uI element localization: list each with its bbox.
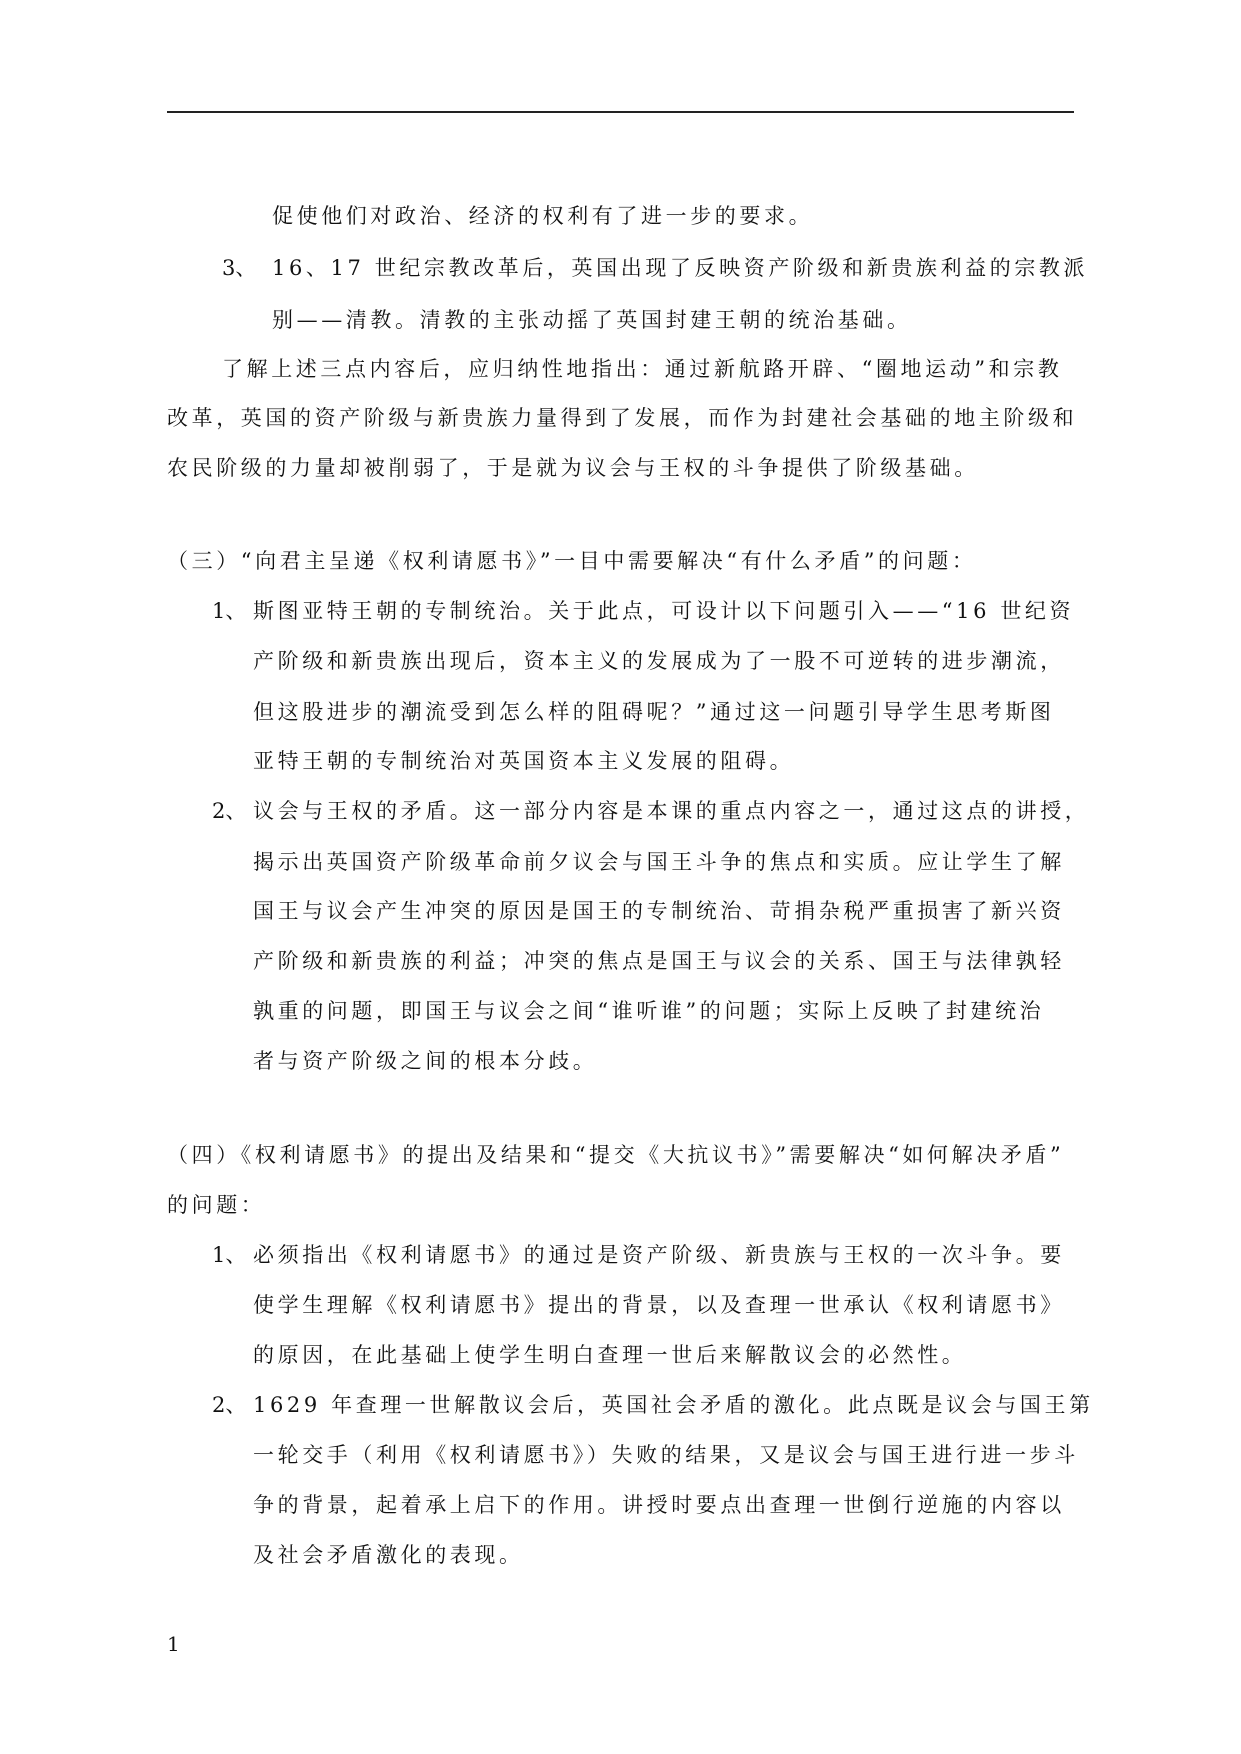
text-line: 国王与议会产生冲突的原因是国王的专制统治、苛捐杂税严重损害了新兴资 — [253, 899, 1065, 923]
item-number: 1、 — [212, 599, 247, 623]
text-line: 但这股进步的潮流受到怎么样的阻碍呢？”通过这一问题引导学生思考斯图 — [253, 700, 1055, 724]
text-line: 1629 年查理一世解散议会后，英国社会矛盾的激化。此点既是议会与国王第 — [253, 1393, 1094, 1417]
text-line: 及社会矛盾激化的表现。 — [253, 1543, 524, 1567]
text-line: 的问题： — [167, 1193, 266, 1217]
section-heading-3: （三）“向君主呈递《权利请愿书》”一目中需要解决“有什么矛盾”的问题： — [167, 549, 977, 573]
text-line: 斯图亚特王朝的专制统治。关于此点，可设计以下问题引入——“16 世纪资 — [253, 599, 1075, 623]
text-line: 亚特王朝的专制统治对英国资本主义发展的阻碍。 — [253, 749, 795, 773]
section-heading-4: （四）《权利请愿书》的提出及结果和“提交《大抗议书》”需要解决“如何解决矛盾” — [167, 1143, 1065, 1167]
text-line: 必须指出《权利请愿书》的通过是资产阶级、新贵族与王权的一次斗争。要 — [253, 1243, 1065, 1267]
item-number: 2、 — [212, 1393, 247, 1417]
item-number: 2、 — [212, 799, 247, 823]
text-line: 孰重的问题，即国王与议会之间“谁听谁”的问题；实际上反映了封建统治 — [253, 999, 1045, 1023]
text-line: 产阶级和新贵族的利益；冲突的焦点是国王与议会的关系、国王与法律孰轻 — [253, 949, 1065, 973]
text-line: 促使他们对政治、经济的权利有了进一步的要求。 — [272, 204, 814, 228]
text-line: 的原因，在此基础上使学生明白查理一世后来解散议会的必然性。 — [253, 1343, 967, 1367]
item-number: 3、 — [222, 256, 257, 280]
text-line: 揭示出英国资产阶级革命前夕议会与国王斗争的焦点和实质。应让学生了解 — [253, 850, 1065, 874]
text-line: 16、17 世纪宗教改革后，英国出现了反映资产阶级和新贵族利益的宗教派 — [272, 256, 1089, 280]
text-line: 者与资产阶级之间的根本分歧。 — [253, 1049, 598, 1073]
text-line: 了解上述三点内容后，应归纳性地指出：通过新航路开辟、“圈地运动”和宗教 — [222, 357, 1063, 381]
text-line: 改革，英国的资产阶级与新贵族力量得到了发展，而作为封建社会基础的地主阶级和 — [167, 406, 1078, 430]
text-line: 农民阶级的力量却被削弱了，于是就为议会与王权的斗争提供了阶级基础。 — [167, 456, 979, 480]
text-line: 使学生理解《权利请愿书》提出的背景，以及查理一世承认《权利请愿书》 — [253, 1293, 1065, 1317]
text-line: 议会与王权的矛盾。这一部分内容是本课的重点内容之一，通过这点的讲授， — [253, 799, 1090, 823]
item-number: 1、 — [212, 1243, 247, 1267]
text-line: 产阶级和新贵族出现后，资本主义的发展成为了一股不可逆转的进步潮流， — [253, 649, 1065, 673]
text-line: 一轮交手（利用《权利请愿书》）失败的结果，又是议会与国王进行进一步斗 — [253, 1443, 1079, 1467]
page-number: 1 — [167, 1632, 180, 1656]
text-line: 别——清教。清教的主张动摇了英国封建王朝的统治基础。 — [272, 308, 912, 332]
text-line: 争的背景，起着承上启下的作用。讲授时要点出查理一世倒行逆施的内容以 — [253, 1493, 1065, 1517]
header-rule — [167, 111, 1074, 113]
